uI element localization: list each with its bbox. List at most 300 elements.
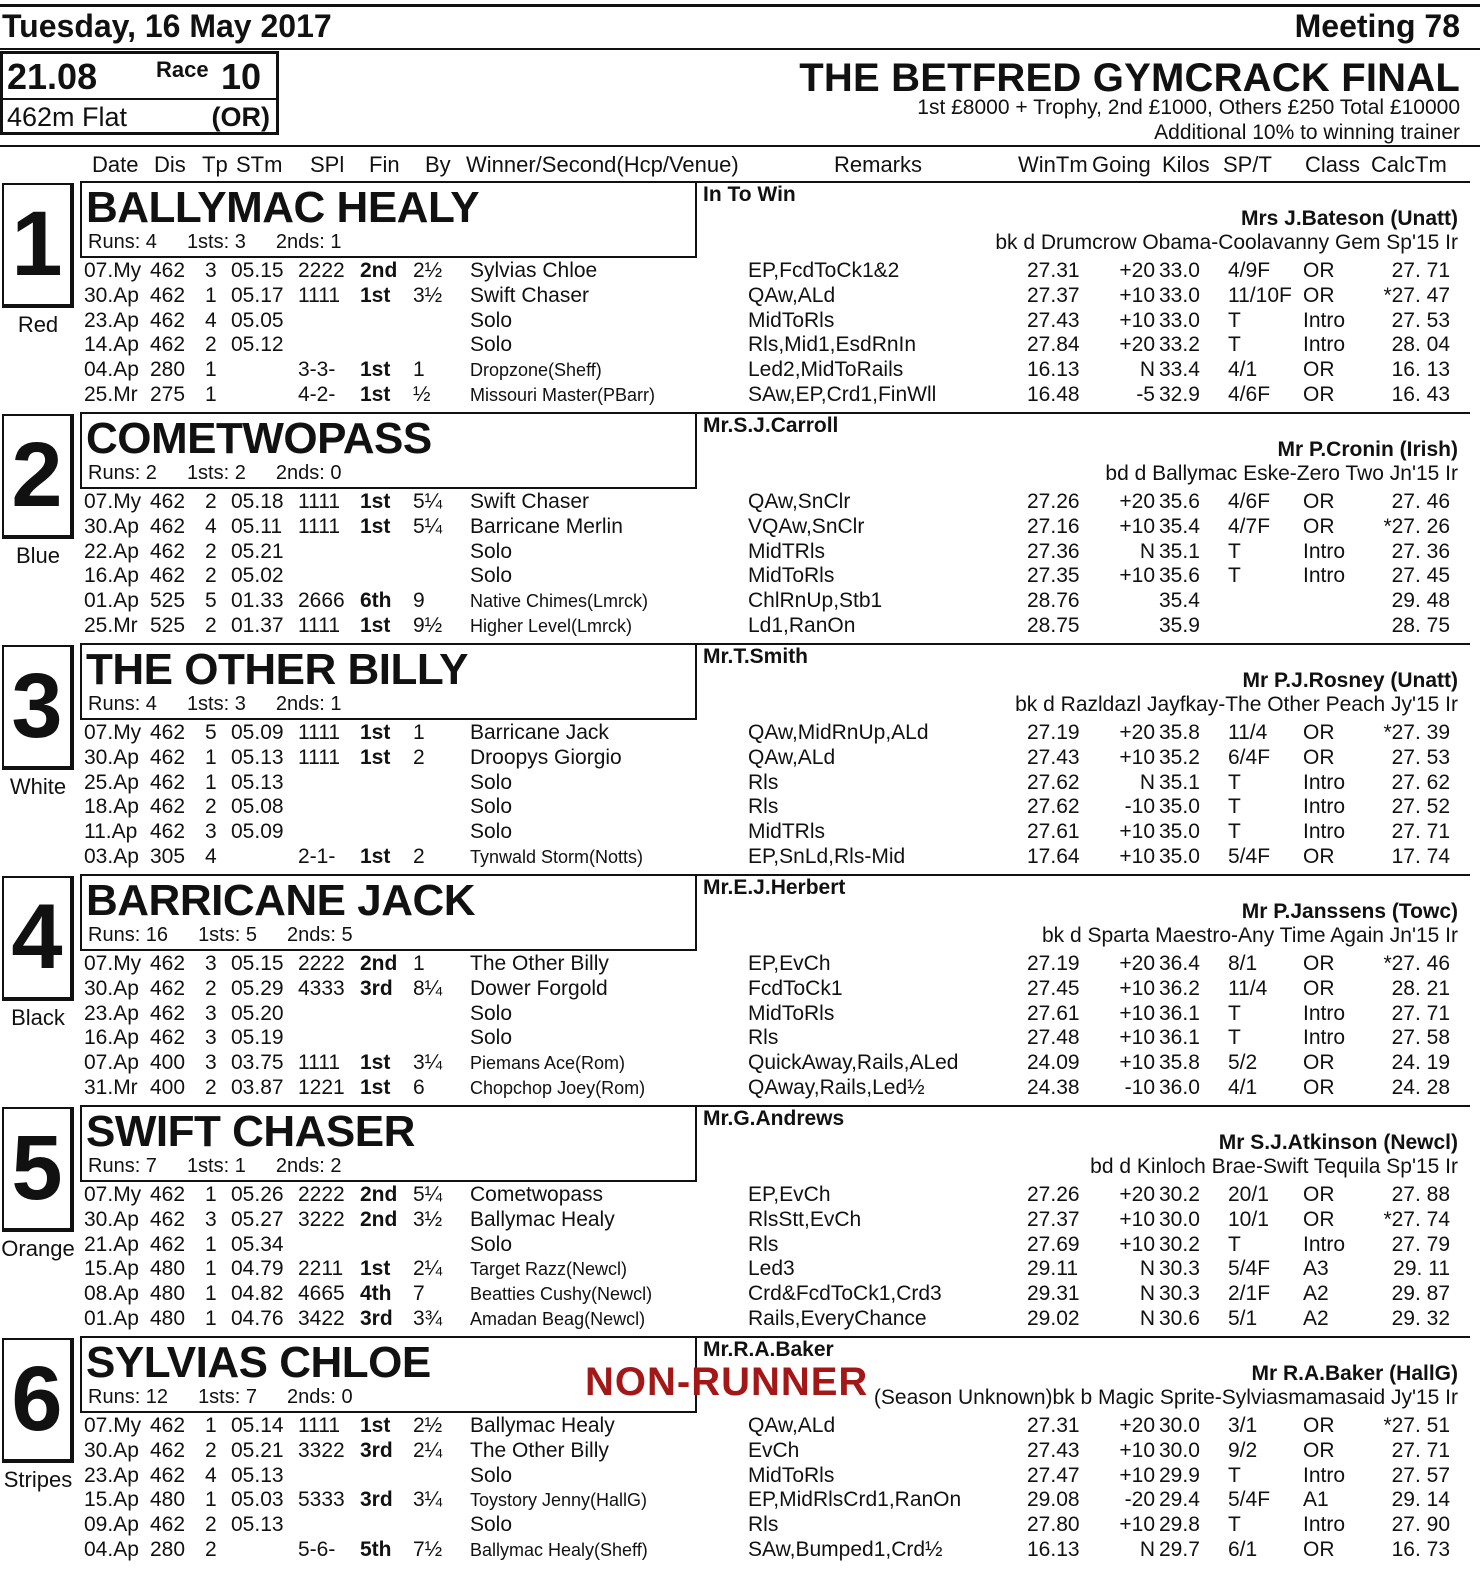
run-class: A3 xyxy=(1303,1257,1329,1281)
run-calc-time: 24. 28 xyxy=(1391,1075,1450,1099)
run-going: +20 xyxy=(1119,1414,1155,1437)
run-win-time: 17.64 xyxy=(1027,844,1080,868)
run-finish: 3rd xyxy=(360,1306,393,1330)
race-title: THE BETFRED GYMCRACK FINAL xyxy=(799,56,1460,100)
run-remarks: Rls xyxy=(748,1232,779,1256)
dog-name-box xyxy=(80,414,697,489)
seconds-count: 2nds: 0 xyxy=(286,1386,353,1408)
runner-section xyxy=(0,412,1480,643)
run-remarks: Rls xyxy=(748,770,779,794)
run-remarks: RlsStt,EvCh xyxy=(748,1207,862,1231)
run-calc-time: *27. 51 xyxy=(1383,1414,1450,1437)
run-distance: 462 xyxy=(150,1183,186,1206)
runner-section xyxy=(0,1336,1480,1567)
run-distance: 462 xyxy=(150,259,186,282)
run-kilos: 33.0 xyxy=(1159,259,1200,282)
run-date: 25.Mr xyxy=(84,613,138,637)
run-distance: 462 xyxy=(150,976,186,1000)
run-win-time: 27.43 xyxy=(1027,745,1080,769)
run-split: 2-1- xyxy=(298,844,336,868)
run-going: +20 xyxy=(1119,1183,1155,1206)
run-finish: 1st xyxy=(360,514,391,538)
run-win-time: 27.31 xyxy=(1027,259,1080,282)
form-row xyxy=(0,1026,1480,1051)
run-remarks: MidToRls xyxy=(748,1001,835,1025)
run-distance: 480 xyxy=(150,1488,186,1512)
dog-name-box xyxy=(80,876,697,951)
run-remarks: Led2,MidToRails xyxy=(748,358,904,382)
run-class: Intro xyxy=(1303,564,1346,588)
run-remarks: Rls,Mid1,EsdRnIn xyxy=(748,333,917,357)
form-row xyxy=(0,259,1480,284)
run-going: +10 xyxy=(1119,1026,1155,1050)
run-distance: 462 xyxy=(150,1207,186,1231)
run-trap: 4 xyxy=(205,1463,217,1487)
run-calc-time: 27. 36 xyxy=(1391,539,1450,563)
run-sectional: 05.09 xyxy=(231,820,284,844)
form-row xyxy=(0,490,1480,515)
run-trap: 2 xyxy=(205,1513,217,1537)
trap-colour: Red xyxy=(17,312,59,337)
run-date: 09.Ap xyxy=(84,1513,139,1537)
form-lines xyxy=(0,1414,1480,1563)
run-win-time: 27.43 xyxy=(1027,1438,1080,1462)
run-sectional: 04.76 xyxy=(231,1306,284,1330)
run-split: 2222 xyxy=(298,259,345,282)
seconds-count: 2nds: 1 xyxy=(275,693,342,715)
run-distance: 462 xyxy=(150,770,186,794)
run-date: 07.Ap xyxy=(84,1051,139,1075)
run-distance: 462 xyxy=(150,1513,186,1537)
run-win-time: 27.45 xyxy=(1027,976,1080,1000)
run-trap: 1 xyxy=(205,1488,217,1512)
run-finish: 1st xyxy=(360,844,391,868)
run-calc-time: 27. 52 xyxy=(1391,795,1450,819)
form-row xyxy=(0,1513,1480,1538)
run-trap: 2 xyxy=(205,1075,217,1099)
run-split: 2666 xyxy=(298,589,345,613)
run-sectional: 05.21 xyxy=(231,539,284,563)
run-win-time: 29.08 xyxy=(1027,1488,1080,1512)
seconds-count: 2nds: 1 xyxy=(275,231,342,253)
run-sp: T xyxy=(1228,308,1241,332)
run-date: 01.Ap xyxy=(84,589,139,613)
runner-section xyxy=(0,181,1480,412)
run-remarks: MidToRls xyxy=(748,564,835,588)
col-calctm: CalcTm xyxy=(1371,152,1447,177)
form-row xyxy=(0,1183,1480,1208)
run-kilos: 30.3 xyxy=(1159,1282,1200,1306)
run-trap: 2 xyxy=(205,1438,217,1462)
run-date: 23.Ap xyxy=(84,308,139,332)
run-winner-second: Native Chimes(Lmrck) xyxy=(470,591,649,612)
run-sectional: 05.29 xyxy=(231,976,284,1000)
run-trap: 1 xyxy=(205,1414,217,1437)
run-date: 31.Mr xyxy=(84,1075,138,1099)
run-class: OR xyxy=(1303,952,1335,975)
run-finish: 6th xyxy=(360,589,392,613)
trap-colour: White xyxy=(9,774,67,799)
col-remarks: Remarks xyxy=(834,152,923,177)
run-sp: 4/9F xyxy=(1228,259,1271,282)
run-winner-second: The Other Billy xyxy=(470,952,609,975)
run-distance: 462 xyxy=(150,952,186,975)
run-distance: 400 xyxy=(150,1075,186,1099)
run-remarks: MidTRls xyxy=(748,820,825,844)
run-remarks: FcdToCk1 xyxy=(748,976,843,1000)
runs-count: Runs: 2 xyxy=(88,462,157,484)
form-row xyxy=(0,1464,1480,1489)
run-kilos: 35.1 xyxy=(1159,539,1200,563)
run-date: 30.Ap xyxy=(84,1207,139,1231)
run-date: 07.My xyxy=(84,721,142,744)
run-sp: 2/1F xyxy=(1228,1282,1271,1306)
run-kilos: 36.0 xyxy=(1159,1075,1200,1099)
run-sp: 8/1 xyxy=(1228,952,1258,975)
column-header-top-rule xyxy=(0,145,1480,147)
run-sp: T xyxy=(1228,1232,1241,1256)
run-calc-time: 29. 32 xyxy=(1391,1306,1450,1330)
run-date: 03.Ap xyxy=(84,844,139,868)
trap-colour: Blue xyxy=(15,543,61,568)
form-row xyxy=(0,1257,1480,1282)
run-distance: 462 xyxy=(150,721,186,744)
seconds-count: 2nds: 0 xyxy=(275,462,342,484)
run-kilos: 35.8 xyxy=(1159,721,1200,744)
run-sp: 5/2 xyxy=(1228,1051,1258,1075)
run-win-time: 27.31 xyxy=(1027,1414,1080,1437)
run-distance-beaten: 2 xyxy=(413,745,425,769)
run-going: -5 xyxy=(1136,382,1155,406)
run-class: OR xyxy=(1303,259,1335,282)
run-distance: 480 xyxy=(150,1282,186,1306)
run-distance: 462 xyxy=(150,490,186,513)
firsts-count: 1sts: 1 xyxy=(186,1155,246,1177)
form-row xyxy=(0,589,1480,614)
meeting-number: Meeting 78 xyxy=(1294,8,1460,44)
firsts-count: 1sts: 3 xyxy=(186,231,246,253)
run-kilos: 33.0 xyxy=(1159,283,1200,307)
run-trap: 3 xyxy=(205,1051,217,1075)
trap-colour: Orange xyxy=(1,1236,75,1261)
run-distance: 462 xyxy=(150,1026,186,1050)
run-remarks: EP,SnLd,Rls-Mid xyxy=(748,844,906,868)
trainer-name: Mr.G.Andrews xyxy=(703,1107,845,1130)
run-split: 2222 xyxy=(298,1183,345,1206)
run-class: A1 xyxy=(1303,1488,1329,1512)
col-spl: SPl xyxy=(310,152,345,177)
run-sectional: 04.82 xyxy=(231,1282,284,1306)
run-finish: 1st xyxy=(360,1257,391,1281)
run-kilos: 35.4 xyxy=(1159,514,1200,538)
run-remarks: EP,MidRlsCrd1,RanOn xyxy=(748,1488,962,1512)
run-going: -10 xyxy=(1124,795,1155,819)
run-winner-second: Cometwopass xyxy=(470,1183,604,1206)
run-kilos: 32.9 xyxy=(1159,382,1200,406)
top-rule xyxy=(0,4,1480,7)
form-row xyxy=(0,771,1480,796)
run-winner-second: Solo xyxy=(470,1232,513,1256)
form-row xyxy=(0,1538,1480,1563)
run-win-time: 28.75 xyxy=(1027,613,1080,637)
run-distance: 305 xyxy=(150,844,186,868)
run-date: 07.My xyxy=(84,952,142,975)
run-calc-time: *27. 74 xyxy=(1383,1207,1450,1231)
run-calc-time: 28. 75 xyxy=(1391,613,1450,637)
run-trap: 2 xyxy=(205,333,217,357)
run-winner-second: Ballymac Healy xyxy=(470,1414,615,1437)
runner-section xyxy=(0,643,1480,874)
run-calc-time: 17. 74 xyxy=(1391,844,1450,868)
run-sp: 20/1 xyxy=(1228,1183,1269,1206)
run-date: 07.My xyxy=(84,259,142,282)
run-sectional: 01.37 xyxy=(231,613,284,637)
run-winner-second: Swift Chaser xyxy=(470,283,590,307)
trap-number: 2 xyxy=(11,424,63,526)
run-finish: 5th xyxy=(360,1537,392,1561)
col-going: Going xyxy=(1092,152,1151,177)
run-remarks: EP,FcdToCk1&2 xyxy=(748,259,900,282)
dog-name: SYLVIAS CHLOE xyxy=(86,1338,431,1387)
run-sectional: 05.13 xyxy=(231,1513,284,1537)
run-distance: 462 xyxy=(150,1001,186,1025)
run-sectional: 05.12 xyxy=(231,333,284,357)
run-distance: 275 xyxy=(150,382,186,406)
run-trap: 2 xyxy=(205,564,217,588)
run-remarks: MidToRls xyxy=(748,1463,835,1487)
breeding-info: (Season Unknown)bk b Magic Sprite-Sylviasmamasaid Jy'15 Ir xyxy=(873,1386,1458,1409)
run-calc-time: 27. 45 xyxy=(1391,564,1450,588)
run-going: +10 xyxy=(1119,564,1155,588)
breeding-info: bd d Ballymac Eske-Zero Two Jn'15 Ir xyxy=(1105,462,1458,485)
run-sp: T xyxy=(1228,1513,1241,1537)
run-winner-second: Ballymac Healy(Sheff) xyxy=(470,1539,648,1560)
run-class: OR xyxy=(1303,283,1335,307)
race-grade: (OR) xyxy=(211,102,270,132)
run-going: N xyxy=(1139,539,1155,563)
run-winner-second: Solo xyxy=(470,308,513,332)
run-class: OR xyxy=(1303,1207,1335,1231)
run-sectional: 05.21 xyxy=(231,1438,284,1462)
run-class: Intro xyxy=(1303,770,1346,794)
run-win-time: 29.31 xyxy=(1027,1282,1080,1306)
breeding-info: bk d Drumcrow Obama-Coolavanny Gem Sp'15 Ir xyxy=(995,231,1458,254)
run-distance-beaten: 3½ xyxy=(413,283,443,307)
run-winner-second: Solo xyxy=(470,1513,513,1537)
race-number: 10 xyxy=(221,56,262,97)
run-trap: 5 xyxy=(205,589,217,613)
run-finish: 1st xyxy=(360,358,391,382)
run-distance: 462 xyxy=(150,564,186,588)
run-trap: 3 xyxy=(205,1001,217,1025)
run-finish: 1st xyxy=(360,382,391,406)
col-class: Class xyxy=(1305,152,1361,177)
run-distance: 462 xyxy=(150,333,186,357)
run-kilos: 30.3 xyxy=(1159,1257,1200,1281)
run-winner-second: Barricane Merlin xyxy=(470,514,623,538)
run-going: +10 xyxy=(1119,820,1155,844)
form-row xyxy=(0,564,1480,589)
run-sp: 11/4 xyxy=(1228,976,1268,1000)
run-calc-time: *27. 47 xyxy=(1383,283,1450,307)
run-trap: 1 xyxy=(205,358,217,382)
run-sectional: 05.17 xyxy=(231,283,284,307)
run-kilos: 29.8 xyxy=(1159,1513,1200,1537)
run-finish: 2nd xyxy=(360,259,398,282)
run-going: +20 xyxy=(1119,490,1155,513)
owner-name: Mr S.J.Atkinson (Newcl) xyxy=(1218,1131,1458,1154)
run-kilos: 35.2 xyxy=(1159,745,1200,769)
run-win-time: 24.38 xyxy=(1027,1075,1080,1099)
dog-name: THE OTHER BILLY xyxy=(86,645,469,694)
run-sp: 5/1 xyxy=(1228,1306,1258,1330)
run-win-time: 28.76 xyxy=(1027,589,1080,613)
run-distance: 525 xyxy=(150,613,186,637)
owner-name: Mr P.J.Rosney (Unatt) xyxy=(1242,669,1458,692)
run-date: 01.Ap xyxy=(84,1306,139,1330)
run-kilos: 30.2 xyxy=(1159,1183,1200,1206)
run-winner-second: Missouri Master(PBarr) xyxy=(470,384,656,405)
run-winner-second: Toystory Jenny(HallG) xyxy=(470,1490,648,1511)
run-trap: 1 xyxy=(205,1282,217,1306)
run-sectional: 03.87 xyxy=(231,1075,284,1099)
run-winner-second: Solo xyxy=(470,564,513,588)
run-win-time: 27.16 xyxy=(1027,514,1080,538)
col-dis: Dis xyxy=(154,152,186,177)
run-win-time: 27.47 xyxy=(1027,1463,1080,1487)
run-kilos: 29.4 xyxy=(1159,1488,1200,1512)
run-sp: 9/2 xyxy=(1228,1438,1258,1462)
dog-name: SWIFT CHASER xyxy=(86,1107,415,1156)
race-time-row xyxy=(3,54,276,100)
form-row xyxy=(0,1076,1480,1101)
run-calc-time: *27. 26 xyxy=(1383,514,1450,538)
owner-name: Mr P.Janssens (Towc) xyxy=(1241,900,1458,923)
run-trap: 2 xyxy=(205,1537,217,1561)
run-kilos: 35.0 xyxy=(1159,844,1200,868)
run-sp: T xyxy=(1228,770,1241,794)
run-calc-time: 27. 88 xyxy=(1391,1183,1450,1206)
trainer-bonus: Additional 10% to winning trainer xyxy=(1154,121,1460,144)
run-winner-second: Swift Chaser xyxy=(470,490,590,513)
breeding-info: bd d Kinloch Brae-Swift Tequila Sp'15 Ir xyxy=(1090,1155,1458,1178)
form-row xyxy=(0,952,1480,977)
run-sp: 11/10F xyxy=(1228,283,1292,307)
run-going: +10 xyxy=(1119,308,1155,332)
form-row xyxy=(0,333,1480,358)
run-winner-second: Beatties Cushy(Newcl) xyxy=(470,1284,653,1305)
run-win-time: 27.61 xyxy=(1027,820,1080,844)
runs-count: Runs: 4 xyxy=(88,693,157,715)
run-kilos: 29.9 xyxy=(1159,1463,1200,1487)
run-going: +10 xyxy=(1119,283,1155,307)
run-winner-second: Sylvias Chloe xyxy=(470,259,598,282)
run-remarks: EP,EvCh xyxy=(748,1183,831,1206)
run-remarks: Rails,EveryChance xyxy=(748,1306,927,1330)
run-remarks: Rls xyxy=(748,1026,779,1050)
run-trap: 2 xyxy=(205,490,217,513)
run-distance: 462 xyxy=(150,820,186,844)
run-kilos: 30.6 xyxy=(1159,1306,1200,1330)
form-row xyxy=(0,358,1480,383)
form-lines xyxy=(0,952,1480,1101)
run-date: 04.Ap xyxy=(84,1537,139,1561)
run-sp: 4/1 xyxy=(1228,1075,1258,1099)
run-class: Intro xyxy=(1303,1232,1346,1256)
run-class: Intro xyxy=(1303,333,1346,357)
run-sectional: 05.15 xyxy=(231,952,284,975)
run-kilos: 29.7 xyxy=(1159,1537,1200,1561)
run-date: 25.Mr xyxy=(84,382,138,406)
form-row xyxy=(0,614,1480,639)
run-distance-beaten: 2¼ xyxy=(413,1438,443,1462)
run-sp: T xyxy=(1228,564,1241,588)
run-distance: 462 xyxy=(150,539,186,563)
run-sp: 6/4F xyxy=(1228,745,1271,769)
trap-number: 1 xyxy=(11,193,63,295)
run-split: 4333 xyxy=(298,976,345,1000)
run-going: +10 xyxy=(1119,1051,1155,1075)
run-distance-beaten: 2½ xyxy=(413,1414,443,1437)
run-class: OR xyxy=(1303,1438,1335,1462)
run-kilos: 33.0 xyxy=(1159,308,1200,332)
run-win-time: 27.69 xyxy=(1027,1232,1080,1256)
run-finish: 1st xyxy=(360,283,391,307)
run-going: +20 xyxy=(1119,952,1155,975)
run-sectional: 05.05 xyxy=(231,308,284,332)
run-distance: 462 xyxy=(150,1414,186,1437)
run-going: +10 xyxy=(1119,1438,1155,1462)
run-sectional: 05.02 xyxy=(231,564,284,588)
run-distance: 462 xyxy=(150,1232,186,1256)
run-date: 25.Ap xyxy=(84,770,139,794)
run-going: +10 xyxy=(1119,1232,1155,1256)
run-trap: 2 xyxy=(205,613,217,637)
run-win-time: 27.37 xyxy=(1027,283,1080,307)
run-distance-beaten: 9 xyxy=(413,589,425,613)
run-date: 07.My xyxy=(84,1414,142,1437)
trap-number: 3 xyxy=(11,655,63,757)
run-kilos: 35.8 xyxy=(1159,1051,1200,1075)
form-lines xyxy=(0,259,1480,408)
run-class: A2 xyxy=(1303,1306,1329,1330)
run-split: 5333 xyxy=(298,1488,345,1512)
run-winner-second: Solo xyxy=(470,1001,513,1025)
run-distance: 525 xyxy=(150,589,186,613)
run-sectional: 05.03 xyxy=(231,1488,284,1512)
col-by: By xyxy=(425,152,451,177)
runs-count: Runs: 16 xyxy=(88,924,169,946)
run-win-time: 27.26 xyxy=(1027,490,1080,513)
run-sp: T xyxy=(1228,820,1241,844)
dog-name-box xyxy=(80,645,697,720)
run-trap: 4 xyxy=(205,844,217,868)
run-trap: 4 xyxy=(205,308,217,332)
run-remarks: QAw,ALd xyxy=(748,745,836,769)
run-finish: 3rd xyxy=(360,1438,393,1462)
runs-count: Runs: 12 xyxy=(88,1386,169,1408)
run-trap: 3 xyxy=(205,820,217,844)
run-remarks: Led3 xyxy=(748,1257,795,1281)
run-class: OR xyxy=(1303,745,1335,769)
run-calc-time: 27. 71 xyxy=(1391,1438,1450,1462)
run-split: 1111 xyxy=(298,514,341,538)
form-row xyxy=(0,721,1480,746)
run-distance: 280 xyxy=(150,1537,186,1561)
run-winner-second: Dower Forgold xyxy=(470,976,608,1000)
run-going: +10 xyxy=(1119,514,1155,538)
race-distance: 462m Flat xyxy=(7,102,128,132)
